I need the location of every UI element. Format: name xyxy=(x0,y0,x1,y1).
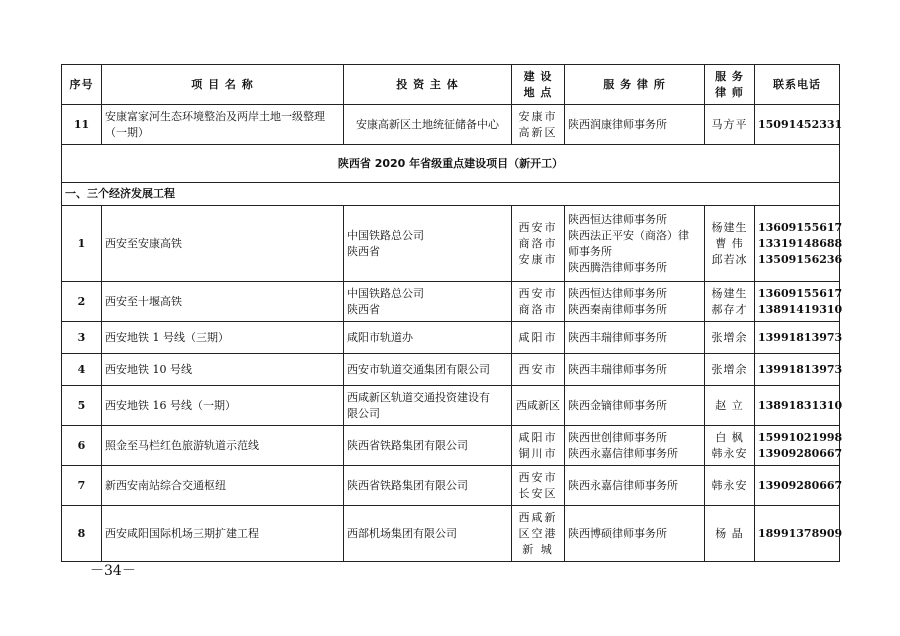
row-phone-line: 13909280667 xyxy=(758,446,843,460)
row-lawyer: 马方平 xyxy=(705,105,755,145)
row-lawyer: 韩永安 xyxy=(705,466,755,506)
row-location xyxy=(512,282,565,322)
row-firm xyxy=(565,426,705,466)
row-phone xyxy=(755,282,843,322)
row-no: 6 xyxy=(62,426,102,466)
row-no: 3 xyxy=(62,322,102,354)
row-name: 西安至安康高铁 xyxy=(102,206,344,282)
row-investor-line: 西咸新区轨道交通投资建设有 xyxy=(347,390,490,404)
row-investor: 西安市轨道交通集团有限公司 xyxy=(344,354,512,386)
row-location-line: 区空港 xyxy=(518,526,558,540)
row-lawyer-line: 韩永安 xyxy=(711,446,748,460)
header-lawyer xyxy=(705,65,755,105)
row-no: 1 xyxy=(62,206,102,282)
row-lawyer xyxy=(705,426,755,466)
row-name-line1: 安康富家河生态环境整治及两岸土地一级整理 xyxy=(105,109,325,123)
row-investor: 咸阳市轨道办 xyxy=(344,322,512,354)
row-lawyer xyxy=(705,206,755,282)
section-row xyxy=(62,145,840,183)
row-name: 西安地铁 10 号线 xyxy=(102,354,344,386)
row-location xyxy=(512,105,565,145)
header-name: 项 目 名 称 xyxy=(102,65,344,105)
row-lawyer-line: 白 枫 xyxy=(715,430,744,444)
row-phone: 13891831310 xyxy=(755,386,840,426)
row-lawyer: 张增余 xyxy=(705,322,755,354)
row-investor: 陕西省铁路集团有限公司 xyxy=(344,426,512,466)
row-firm-line: 陕西法正平安（商洛）律 xyxy=(568,228,689,242)
header-location-line1: 建 设 xyxy=(523,69,553,83)
table-row xyxy=(62,322,840,354)
header-row xyxy=(62,65,840,105)
row-firm xyxy=(565,282,705,322)
table-row xyxy=(62,282,840,322)
header-firm: 服 务 律 所 xyxy=(565,65,705,105)
page-number: －34－ xyxy=(90,563,136,579)
row-no: 8 xyxy=(62,506,102,562)
row-phone-line: 13891419310 xyxy=(758,302,843,316)
row-lawyer-line: 杨建生 xyxy=(711,220,748,234)
row-location-line: 西安市 xyxy=(518,220,558,234)
table-row xyxy=(62,206,840,282)
row-name: 照金至马栏红色旅游轨道示范线 xyxy=(102,426,344,466)
row-firm-line: 陕西恒达律师事务所 xyxy=(568,286,667,300)
row-investor-line: 陕西省 xyxy=(347,302,380,316)
table-row xyxy=(62,354,840,386)
header-lawyer-line2: 律 师 xyxy=(715,85,744,99)
row-phone-line: 15991021998 xyxy=(758,430,843,444)
row-name xyxy=(102,105,344,145)
row-phone: 15091452331 xyxy=(755,105,840,145)
row-location: 咸阳市 xyxy=(512,322,565,354)
table-row xyxy=(62,105,840,145)
row-phone xyxy=(755,426,843,466)
row-phone-line: 13609155617 xyxy=(758,220,843,234)
row-location-line: 高新区 xyxy=(518,125,558,139)
row-name-line2: （一期） xyxy=(105,125,149,139)
row-location: 西咸新区 xyxy=(512,386,565,426)
row-location-line: 西咸新 xyxy=(518,510,558,524)
row-firm-line: 陕西世创律师事务所 xyxy=(568,430,667,444)
row-no: 2 xyxy=(62,282,102,322)
row-lawyer-line: 曹 伟 xyxy=(715,236,744,250)
row-location-line: 新 城 xyxy=(522,542,554,556)
row-location xyxy=(512,426,565,466)
row-lawyer-line: 邱若冰 xyxy=(711,252,748,266)
row-firm-line: 陕西腾浩律师事务所 xyxy=(568,260,667,274)
row-location xyxy=(512,466,565,506)
row-lawyer-line: 杨建生 xyxy=(711,286,748,300)
row-firm: 陕西丰瑞律师事务所 xyxy=(565,354,705,386)
row-investor: 安康高新区土地统征储备中心 xyxy=(344,105,512,145)
row-location-line: 西安市 xyxy=(518,286,558,300)
row-location-line: 商洛市 xyxy=(518,236,558,250)
category-row xyxy=(62,183,840,206)
row-firm: 陕西润康律师事务所 xyxy=(565,105,705,145)
row-phone: 13909280667 xyxy=(755,466,840,506)
row-location-line: 商洛市 xyxy=(518,302,558,316)
row-location-line: 咸阳市 xyxy=(518,430,558,444)
row-location xyxy=(512,206,565,282)
table-row xyxy=(62,466,840,506)
header-location xyxy=(512,65,565,105)
row-investor-line: 陕西省 xyxy=(347,244,380,258)
row-phone: 13991813973 xyxy=(755,354,840,386)
row-phone-line: 13319148688 xyxy=(758,236,843,250)
row-location-line: 安康市 xyxy=(518,109,558,123)
row-firm: 陕西丰瑞律师事务所 xyxy=(565,322,705,354)
table-row xyxy=(62,426,840,466)
row-firm-line: 陕西秦南律师事务所 xyxy=(568,302,667,316)
category-title: 一、三个经济发展工程 xyxy=(62,183,840,206)
row-investor-line: 限公司 xyxy=(347,406,380,420)
row-name: 新西安南站综合交通枢纽 xyxy=(102,466,344,506)
row-investor-line: 中国铁路总公司 xyxy=(347,286,424,300)
row-name: 西安咸阳国际机场三期扩建工程 xyxy=(102,506,344,562)
row-no: 11 xyxy=(62,105,102,145)
row-firm-line: 陕西永嘉信律师事务所 xyxy=(568,446,678,460)
row-location-line: 长安区 xyxy=(518,486,558,500)
row-investor-line: 中国铁路总公司 xyxy=(347,228,424,242)
row-lawyer-line: 郝存才 xyxy=(711,302,748,316)
row-firm-line: 陕西恒达律师事务所 xyxy=(568,212,667,226)
row-phone: 18991378909 xyxy=(755,506,840,562)
row-location-line: 安康市 xyxy=(518,252,558,266)
section-title: 陕西省 2020 年省级重点建设项目（新开工） xyxy=(62,145,840,183)
row-location-line: 西安市 xyxy=(518,470,558,484)
row-name: 西安地铁 16 号线（一期） xyxy=(102,386,344,426)
row-lawyer: 赵 立 xyxy=(705,386,755,426)
row-location: 西安市 xyxy=(512,354,565,386)
row-no: 7 xyxy=(62,466,102,506)
row-no: 5 xyxy=(62,386,102,426)
header-location-line2: 地 点 xyxy=(523,85,553,99)
row-investor: 陕西省铁路集团有限公司 xyxy=(344,466,512,506)
row-firm: 陕西永嘉信律师事务所 xyxy=(565,466,705,506)
header-phone: 联系电话 xyxy=(755,65,840,105)
row-lawyer: 张增余 xyxy=(705,354,755,386)
row-investor xyxy=(344,386,512,426)
row-phone-line: 13609155617 xyxy=(758,286,843,300)
row-investor xyxy=(344,206,512,282)
header-lawyer-line1: 服 务 xyxy=(715,69,744,83)
row-phone: 13991813973 xyxy=(755,322,840,354)
row-investor xyxy=(344,282,512,322)
row-firm: 陕西金镝律师事务所 xyxy=(565,386,705,426)
project-table xyxy=(61,64,843,562)
row-firm: 陕西博硕律师事务所 xyxy=(565,506,705,562)
row-name: 西安地铁 1 号线（三期） xyxy=(102,322,344,354)
row-firm-line: 师事务所 xyxy=(568,244,612,258)
row-name: 西安至十堰高铁 xyxy=(102,282,344,322)
row-phone xyxy=(755,206,843,282)
row-investor: 西部机场集团有限公司 xyxy=(344,506,512,562)
row-location-line: 铜川市 xyxy=(518,446,558,460)
header-no: 序号 xyxy=(62,65,102,105)
row-location xyxy=(512,506,565,562)
row-phone-line: 13509156236 xyxy=(758,252,843,266)
row-firm xyxy=(565,206,705,282)
row-lawyer: 杨 晶 xyxy=(705,506,755,562)
header-investor: 投 资 主 体 xyxy=(344,65,512,105)
row-lawyer xyxy=(705,282,755,322)
table-row xyxy=(62,386,840,426)
table-row xyxy=(62,506,840,562)
row-no: 4 xyxy=(62,354,102,386)
